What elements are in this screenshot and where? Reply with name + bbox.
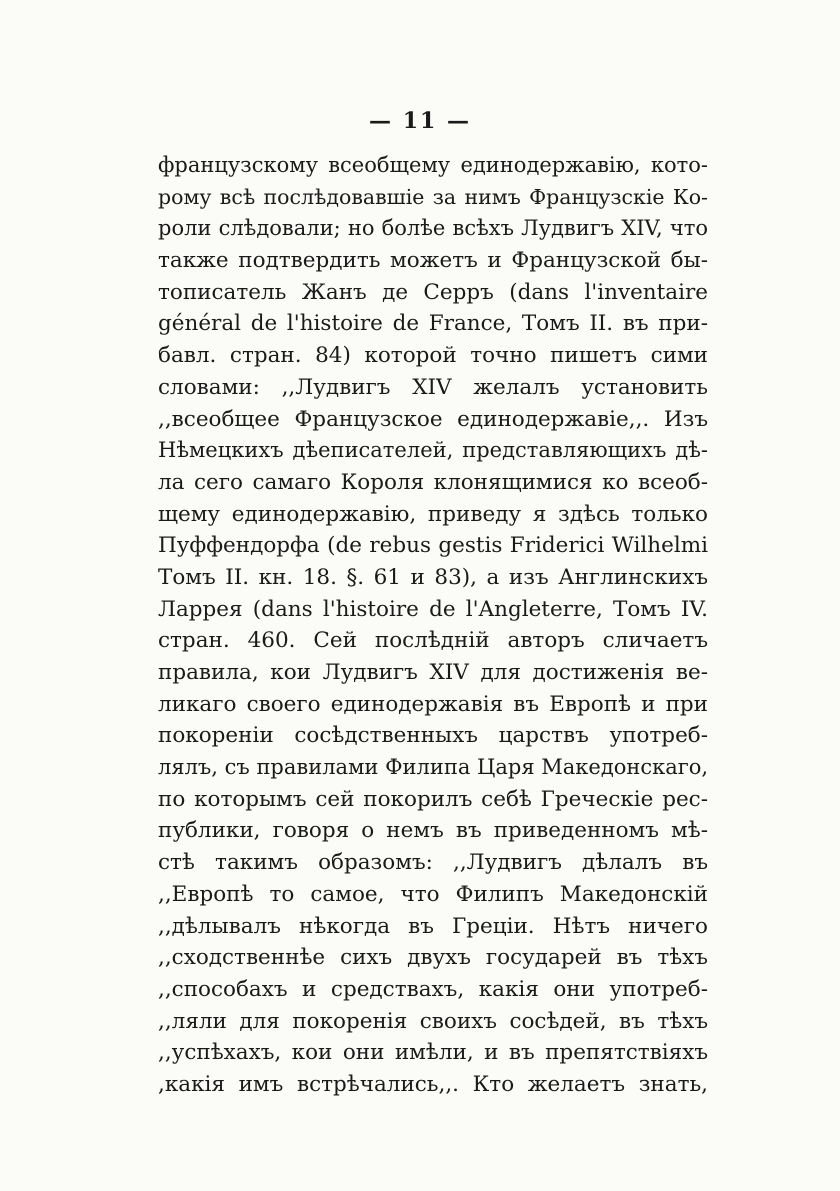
text-line: стѣ такимъ образомъ: ,,Лудвигъ дѣлалъ въ xyxy=(158,850,708,876)
text-line: роли слѣдовали; но болѣе всѣхъ Лудвигъ XIV, что xyxy=(158,216,708,241)
text-line: ,,способахъ и средствахъ, какія они употреб- xyxy=(158,976,708,1002)
text-line: Томъ II. кн. 18. §. 61 и 83), а изъ Англинскихъ xyxy=(158,564,708,590)
text-line: ,,сходственнѣе сихъ двухъ государей въ тѣхъ xyxy=(158,945,708,971)
text-line: покореніи сосѣдственныхъ царствъ употреб- xyxy=(158,723,708,749)
text-line: ,какія имъ встрѣчались,,. Кто желаетъ знать, xyxy=(158,1071,708,1097)
text-line: французскому всеобщему единодержавію, кото- xyxy=(158,153,708,177)
text-line: ,,дѣлывалъ нѣкогда въ Греціи. Нѣтъ ничего xyxy=(158,913,708,939)
text-line: Ларрея (dans l'histoire de l'Angleterre, Томъ IV. xyxy=(158,596,708,622)
text-line: словами: ,,Лудвигъ XIV желалъ установить xyxy=(158,374,708,400)
text-line: лялъ, съ правилами Филипа Царя Македонскаго, xyxy=(158,755,709,780)
text-line: ла сего самаго Короля клонящимися ко всеоб- xyxy=(158,469,708,495)
text-line: ликаго своего единодержавія въ Европѣ и при xyxy=(158,691,708,717)
text-line: также подтвердить можетъ и Французской бы- xyxy=(158,248,708,274)
text-line: рому всѣ послѣдовавшіе за нимъ Французскіе Ко- xyxy=(158,184,708,209)
text-line: Пуффендорфа (de rebus gestis Friderici Wilhelmi xyxy=(158,533,708,559)
text-line: ,,всеобщее Французское единодержавіе,,. Изъ xyxy=(158,406,708,432)
text-line: ,,Европѣ то самое, что Филипъ Македонскій xyxy=(158,881,708,907)
text-line: правила, кои Лудвигъ XIV для достиженія ве- xyxy=(158,660,708,685)
text-line: по которымъ сей покорилъ себѣ Греческіе рес- xyxy=(158,786,708,812)
text-line: ,,ляли для покоренія своихъ сосѣдей, въ тѣхъ xyxy=(158,1008,708,1034)
text-line: тописатель Жанъ де Серръ (dans l'inventaire xyxy=(158,279,708,305)
page-number: — 11 — xyxy=(369,108,471,134)
text-line: général de l'histoire de France, Томъ II. въ при- xyxy=(158,311,708,337)
text-line: Нѣмецкихъ дѣеписателей, представляющихъ дѣ- xyxy=(158,438,708,463)
body-text xyxy=(158,150,708,1101)
text-line: стран. 460. Сей послѣдній авторъ сличаетъ xyxy=(158,628,708,654)
text-line: ,,успѣхахъ, кои они имѣли, и въ препятствіяхъ xyxy=(158,1040,708,1066)
text-line: публики, говоря о немъ въ приведенномъ мѣ- xyxy=(158,818,708,844)
text-line: щему единодержавію, приведу я здѣсь только xyxy=(158,501,708,527)
text-line: бавл. стран. 84) которой точно пишетъ сими xyxy=(158,343,708,369)
